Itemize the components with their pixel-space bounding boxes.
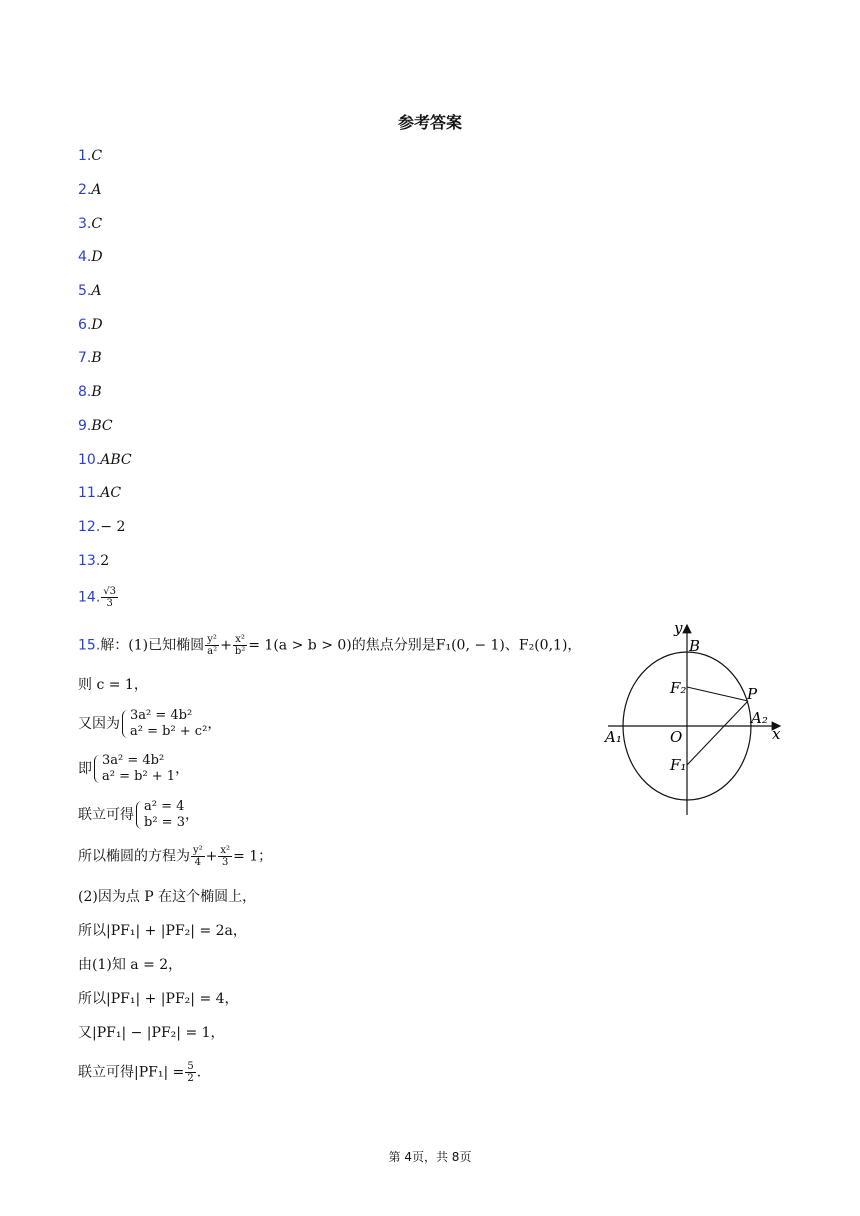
answer-number: 4. <box>78 249 92 265</box>
answer-row <box>78 586 119 609</box>
solution-line: 则 c = 1， <box>78 677 148 693</box>
solution-line: 所以|PF₁| + |PF₂| = 2a， <box>78 923 247 939</box>
answer-row <box>78 551 109 571</box>
page-title: 参考答案 <box>397 113 462 132</box>
answer-row <box>78 382 102 402</box>
answer-value: AC <box>100 485 122 501</box>
answer-row <box>78 146 102 166</box>
answer-row <box>78 214 102 234</box>
segment-pf2 <box>687 687 748 701</box>
answer-row <box>78 416 113 436</box>
answer-value: C <box>91 216 103 232</box>
solution-line: 由(1)知 a = 2， <box>78 957 183 973</box>
page-footer: 第 4页，共 8页 <box>388 1150 472 1164</box>
answer-row <box>78 247 103 267</box>
answer-number: 6. <box>78 317 92 333</box>
answer-number: 10. <box>78 452 101 468</box>
answer-number: 9. <box>78 418 92 434</box>
solution-line: 联立可得 a² = 4 b² = 3 ， <box>78 799 199 830</box>
answer-value: D <box>91 317 103 333</box>
solution-line: 又|PF₁| − |PF₂| = 1， <box>78 1025 225 1041</box>
answer-row <box>78 315 103 335</box>
answer-row <box>78 281 101 301</box>
answer-number: 1. <box>78 148 92 164</box>
solution-line: 即 3a² = 4b² a² = b² + 1 ， <box>78 753 190 784</box>
label-p: P <box>747 685 758 703</box>
answer-row <box>78 517 125 537</box>
answer-number: 13. <box>78 553 101 569</box>
answer-value: A <box>91 283 102 299</box>
answer-row <box>78 180 101 200</box>
answer-value: 2 <box>100 553 110 569</box>
label-y: y <box>674 619 683 637</box>
answer-value: B <box>91 384 102 400</box>
answer-row <box>78 483 121 503</box>
equation-system: a² = 4 b² = 3 <box>134 799 185 831</box>
equation-system: 3a² = 4b² a² = b² + 1 <box>92 753 175 785</box>
segment-pf1 <box>687 701 748 765</box>
answer-value: A <box>91 182 102 198</box>
solution-line: (2)因为点 P 在这个椭圆上， <box>78 889 257 905</box>
label-f1: F₁ <box>670 756 687 774</box>
answer-number: 15. <box>78 637 101 654</box>
answer-value: ABC <box>100 452 132 468</box>
solution-line: 15.解：(1)已知椭圆 $\frac{\text{y²}}{\text{a²}}$ + $\frac{\text{x²}}{\text{b²}}$ = 1(a > b > 0)的焦点分别是F₁(0, − 1)、F₂(0,1)， <box>78 634 582 657</box>
solution-line: 又因为 3a² = 4b² a² = b² + c² ， <box>78 708 222 739</box>
answer-number: 7. <box>78 350 92 366</box>
label-f2: F₂ <box>670 679 687 697</box>
answer-fraction: $\frac{√3}{3}$ <box>103 586 116 609</box>
answer-number: 5. <box>78 283 92 299</box>
fraction: $\frac{\text{y²}}{4}$ <box>193 845 203 868</box>
fraction: $\frac{\text{x²}}{\text{b²}}$ <box>234 634 246 657</box>
solution-line: 所以|PF₁| + |PF₂| = 4， <box>78 991 239 1007</box>
fraction: $\frac{\text{x²}}{3}$ <box>220 845 231 868</box>
answer-row <box>78 450 132 470</box>
equation-system: 3a² = 4b² a² = b² + c² <box>120 708 207 740</box>
solution-line: 联立可得|PF₁| = $\frac{5}{2}$ . <box>78 1061 202 1084</box>
label-a1: A₁ <box>605 728 622 746</box>
answer-value: D <box>91 249 103 265</box>
ellipse-diagram <box>600 615 800 820</box>
label-b: B <box>689 637 701 655</box>
fraction: $\frac{\text{y²}}{\text{a²}}$ <box>207 634 218 657</box>
label-o: O <box>670 728 683 746</box>
answer-number: 8. <box>78 384 92 400</box>
answer-value: C <box>91 148 103 164</box>
answer-number: 14. <box>78 589 101 606</box>
label-x: x <box>772 725 781 743</box>
answer-number: 3. <box>78 216 92 232</box>
answer-number: 12. <box>78 519 101 535</box>
solution-line: 所以椭圆的方程为 $\frac{\text{y²}}{4}$ + $\frac{\text{x²}}{3}$ = 1； <box>78 845 273 868</box>
label-a2: A₂ <box>751 709 768 727</box>
fraction: $\frac{5}{2}$ <box>187 1061 194 1084</box>
answer-number: 11. <box>78 485 101 501</box>
answer-number: 2. <box>78 182 92 198</box>
answer-row <box>78 348 102 368</box>
answer-value: BC <box>91 418 113 434</box>
answer-value: − 2 <box>100 519 126 535</box>
answer-value: B <box>91 350 102 366</box>
